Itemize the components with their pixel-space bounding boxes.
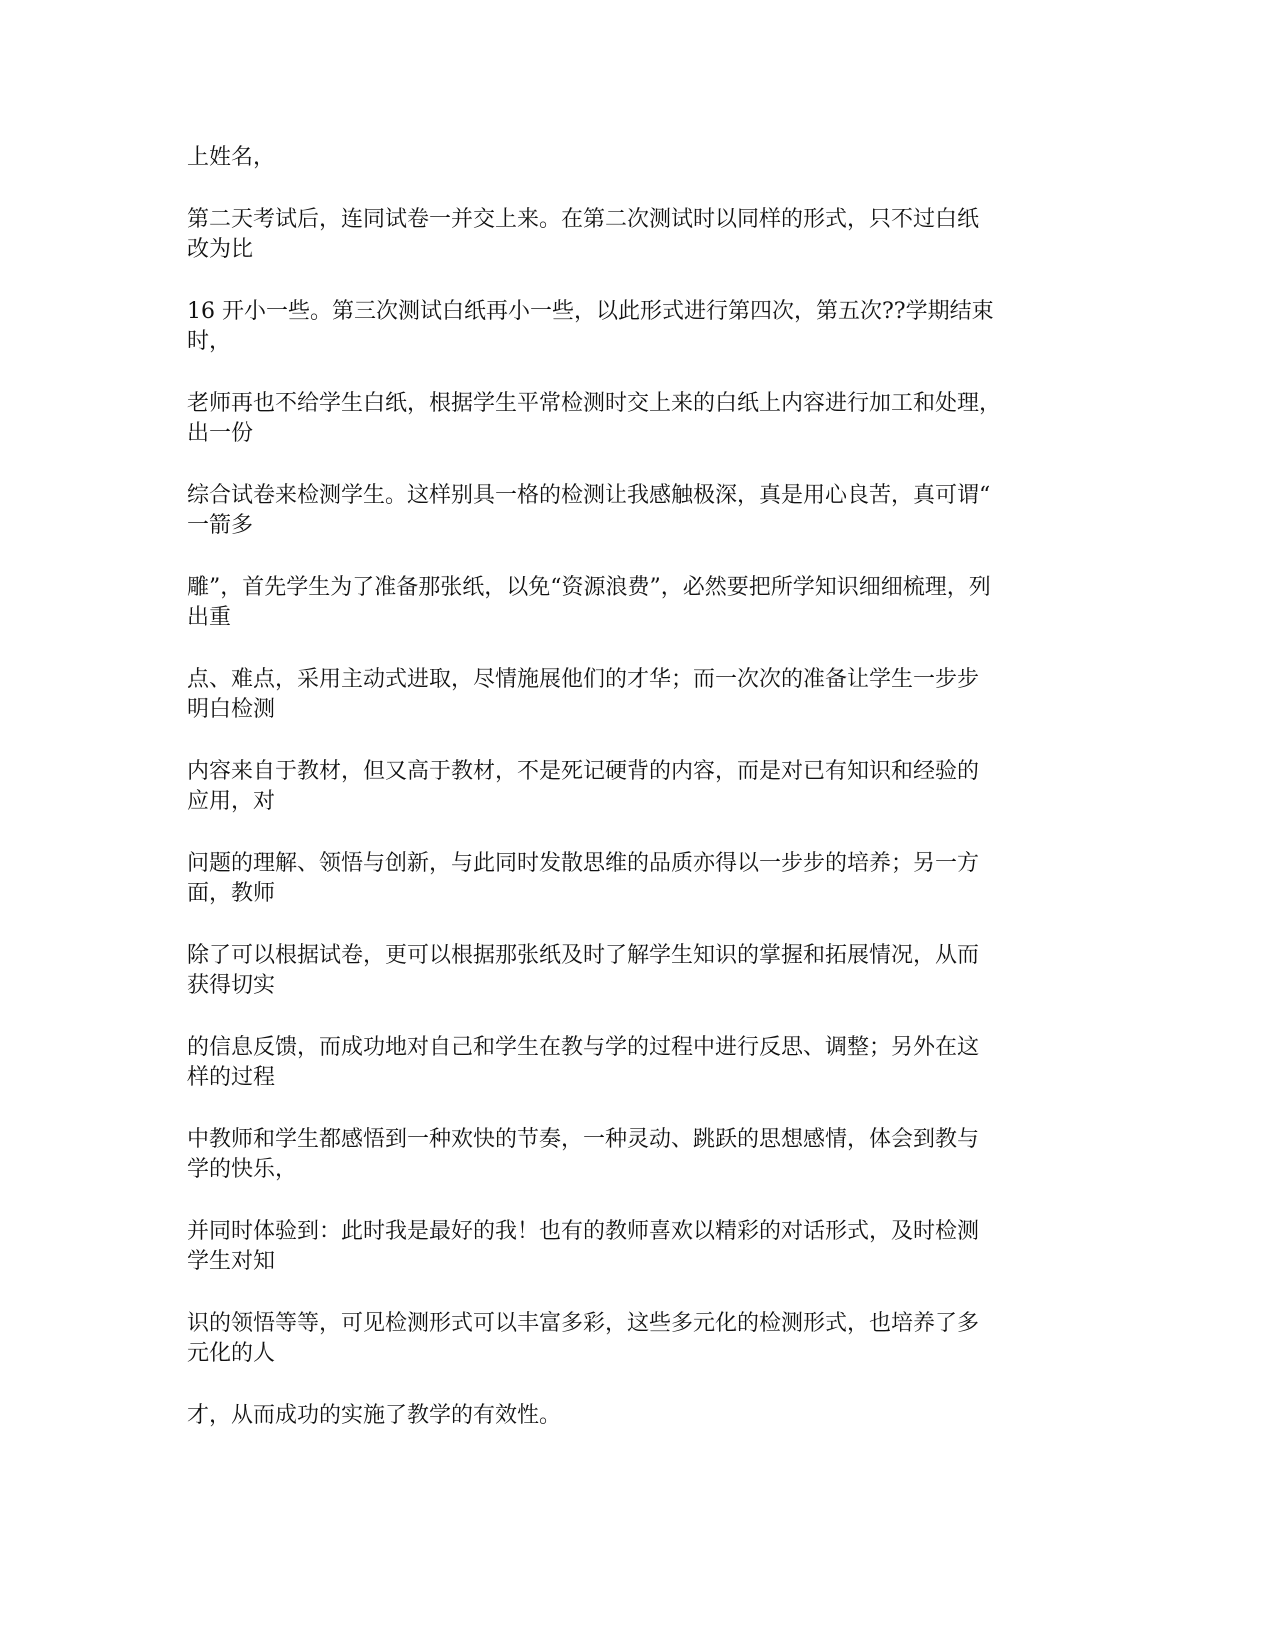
- text-line: 时，: [187, 329, 232, 354]
- text-line: 明白检测: [187, 697, 276, 722]
- text-line: 面，教师: [187, 881, 276, 906]
- paragraph-15: [187, 1401, 1087, 1431]
- text-line: 中教师和学生都感悟到一种欢快的节奏，一种灵动、跳跃的思想感情，体会到教与: [187, 1127, 980, 1152]
- paragraph-11: [187, 1033, 1087, 1093]
- text-line: 内容来自于教材，但又高于教材，不是死记硬背的内容，而是对已有知识和经验的: [187, 759, 980, 784]
- paragraph-5: [187, 481, 1087, 541]
- text-line: 上姓名，: [187, 145, 276, 170]
- paragraph-4: [187, 389, 1087, 449]
- paragraph-6: [187, 573, 1087, 633]
- text-line: 获得切实: [187, 973, 276, 998]
- text-line: 改为比: [187, 237, 254, 262]
- text-line: 学生对知: [187, 1249, 276, 1274]
- text-line: 除了可以根据试卷，更可以根据那张纸及时了解学生知识的掌握和拓展情况，从而: [187, 943, 980, 968]
- paragraph-9: [187, 849, 1087, 909]
- text-line: 的信息反馈，而成功地对自己和学生在教与学的过程中进行反思、调整；另外在这: [187, 1035, 980, 1060]
- text-line: 综合试卷来检测学生。这样别具一格的检测让我感触极深，真是用心良苦，真可谓“: [187, 483, 991, 508]
- text-line: 出重: [187, 605, 232, 630]
- text-line: 雕”，首先学生为了准备那张纸，以免“资源浪费”，必然要把所学知识细细梳理，列: [187, 575, 991, 600]
- text-line: 问题的理解、领悟与创新，与此同时发散思维的品质亦得以一步步的培养；另一方: [187, 851, 980, 876]
- paragraph-13: [187, 1217, 1087, 1277]
- text-line: 并同时体验到：此时我是最好的我！也有的教师喜欢以精彩的对话形式，及时检测: [187, 1219, 980, 1244]
- paragraph-12: [187, 1125, 1087, 1185]
- paragraph-14: [187, 1309, 1087, 1369]
- text-line: 学的快乐，: [187, 1157, 298, 1182]
- paragraph-2: [187, 205, 1087, 265]
- text-line: 元化的人: [187, 1341, 276, 1366]
- text-line: 才，从而成功的实施了教学的有效性。: [187, 1403, 562, 1428]
- paragraph-8: [187, 757, 1087, 817]
- text-line: 第二天考试后，连同试卷一并交上来。在第二次测试时以同样的形式，只不过白纸: [187, 207, 980, 232]
- paragraph-1: [187, 143, 1087, 173]
- text-line: 老师再也不给学生白纸，根据学生平常检测时交上来的白纸上内容进行加工和处理，: [187, 391, 1002, 416]
- paragraph-3: [187, 297, 1087, 357]
- text-line: 16 开小一些。第三次测试白纸再小一些，以此形式进行第四次，第五次??学期结束: [187, 299, 994, 324]
- text-line: 一箭多: [187, 513, 254, 538]
- paragraph-10: [187, 941, 1087, 1001]
- document-body: [187, 143, 1087, 1463]
- text-line: 识的领悟等等，可见检测形式可以丰富多彩，这些多元化的检测形式，也培养了多: [187, 1311, 980, 1336]
- text-line: 样的过程: [187, 1065, 276, 1090]
- text-line: 点、难点，采用主动式进取，尽情施展他们的才华；而一次次的准备让学生一步步: [187, 667, 980, 692]
- paragraph-7: [187, 665, 1087, 725]
- text-line: 出一份: [187, 421, 254, 446]
- text-line: 应用，对: [187, 789, 276, 814]
